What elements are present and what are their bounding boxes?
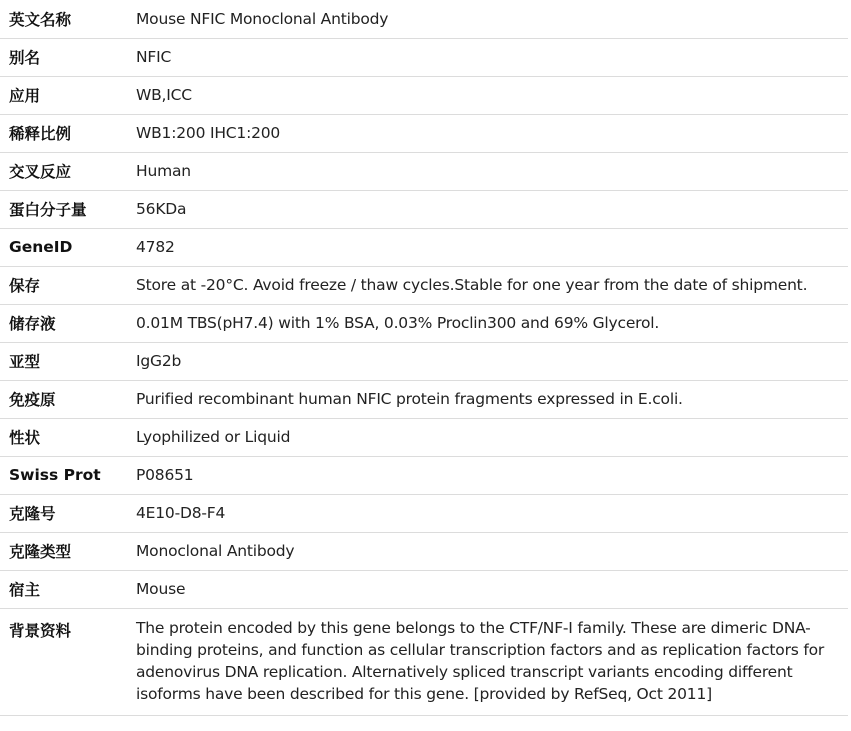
spec-row-host bbox=[0, 570, 848, 608]
spec-row-form bbox=[0, 418, 848, 456]
spec-value: 0.01M TBS(pH7.4) with 1% BSA, 0.03% Proclin300 and 69% Glycerol. bbox=[127, 304, 848, 342]
spec-row-gene-id bbox=[0, 228, 848, 266]
spec-label: 储存液 bbox=[0, 304, 127, 342]
spec-value: Mouse NFIC Monoclonal Antibody bbox=[127, 0, 848, 38]
spec-label: 免疫原 bbox=[0, 380, 127, 418]
spec-row-isotype bbox=[0, 342, 848, 380]
spec-row-molecular-weight bbox=[0, 190, 848, 228]
spec-label: 别名 bbox=[0, 38, 127, 76]
spec-value: Lyophilized or Liquid bbox=[127, 418, 848, 456]
spec-label: 克隆类型 bbox=[0, 532, 127, 570]
spec-row-clone-number bbox=[0, 494, 848, 532]
spec-value: Monoclonal Antibody bbox=[127, 532, 848, 570]
spec-row-immunogen bbox=[0, 380, 848, 418]
spec-row-background bbox=[0, 608, 848, 715]
spec-row-storage bbox=[0, 266, 848, 304]
spec-value: P08651 bbox=[127, 456, 848, 494]
spec-label: 蛋白分子量 bbox=[0, 190, 127, 228]
spec-row-reactivity bbox=[0, 152, 848, 190]
spec-label: 英文名称 bbox=[0, 0, 127, 38]
spec-value: IgG2b bbox=[127, 342, 848, 380]
spec-value: Mouse bbox=[127, 570, 848, 608]
spec-row-swiss-prot bbox=[0, 456, 848, 494]
spec-value: WB1:200 IHC1:200 bbox=[127, 114, 848, 152]
spec-value: The protein encoded by this gene belongs to the CTF/NF-I family. These are dimeric DNA-binding proteins, and function as cellular transcription factors and as replication factors for adenovirus DNA replication. Alternatively spliced transcript variants encoding different isoforms have been described for this gene. [provided by RefSeq, Oct 2011] bbox=[127, 608, 848, 715]
spec-row-application bbox=[0, 76, 848, 114]
spec-value: Purified recombinant human NFIC protein fragments expressed in E.coli. bbox=[127, 380, 848, 418]
spec-value: Store at -20°C. Avoid freeze / thaw cycles.Stable for one year from the date of shipment. bbox=[127, 266, 848, 304]
spec-value: WB,ICC bbox=[127, 76, 848, 114]
spec-value: NFIC bbox=[127, 38, 848, 76]
spec-label: 克隆号 bbox=[0, 494, 127, 532]
spec-label: 保存 bbox=[0, 266, 127, 304]
spec-label: 应用 bbox=[0, 76, 127, 114]
spec-label: 背景资料 bbox=[0, 608, 127, 715]
spec-label: 性状 bbox=[0, 418, 127, 456]
spec-label: 稀释比例 bbox=[0, 114, 127, 152]
spec-row-clone-type bbox=[0, 532, 848, 570]
spec-value: Human bbox=[127, 152, 848, 190]
spec-row-english-name bbox=[0, 0, 848, 38]
spec-label: 亚型 bbox=[0, 342, 127, 380]
spec-value: 56KDa bbox=[127, 190, 848, 228]
spec-row-alias bbox=[0, 38, 848, 76]
spec-label: Swiss Prot bbox=[0, 456, 127, 494]
spec-row-dilution bbox=[0, 114, 848, 152]
spec-value: 4782 bbox=[127, 228, 848, 266]
spec-label: 交叉反应 bbox=[0, 152, 127, 190]
spec-row-buffer bbox=[0, 304, 848, 342]
spec-label: GeneID bbox=[0, 228, 127, 266]
spec-label: 宿主 bbox=[0, 570, 127, 608]
spec-value: 4E10-D8-F4 bbox=[127, 494, 848, 532]
